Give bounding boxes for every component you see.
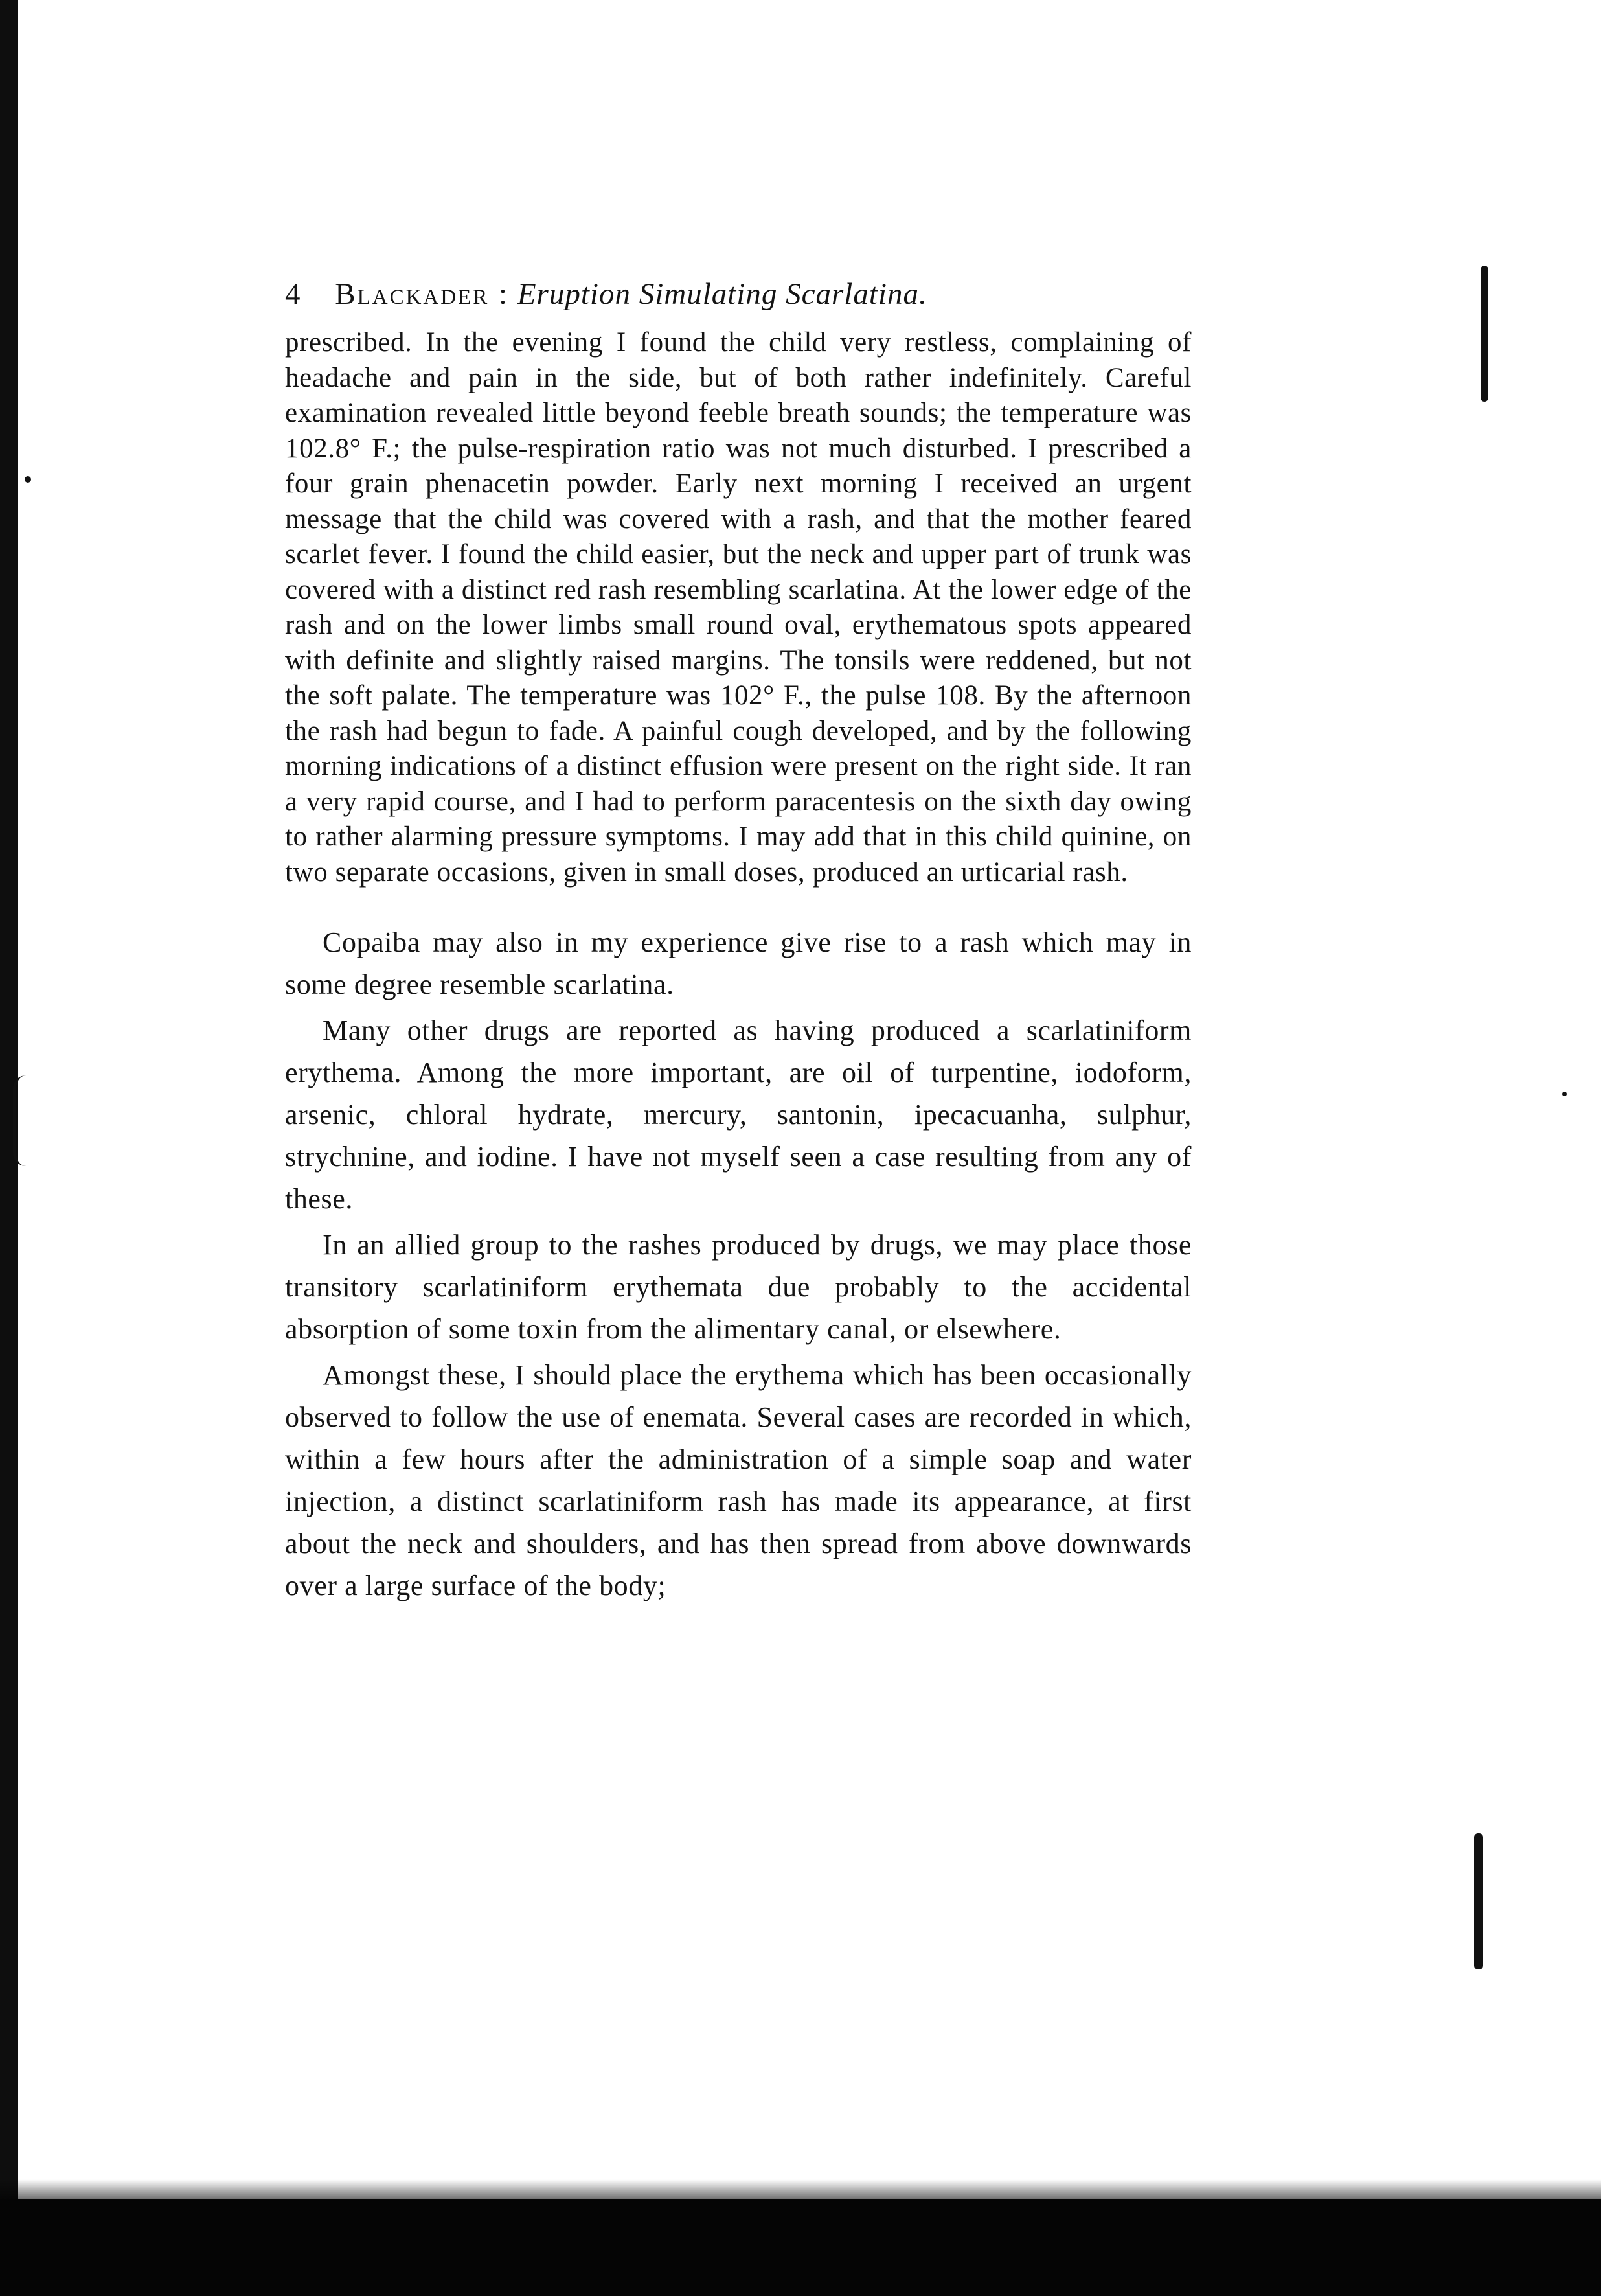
scan-bottom-edge — [0, 2199, 1601, 2296]
paragraph: Many other drugs are reported as having produced a scarlatiniform erythema. Among the more important, are oil of turpentine, iodoform, arsenic, chloral hydrate, mercury, santonin, ipecacuanha, sulphur, strychnine, and iodine. I have not myself seen a case resulting from any of these. — [285, 1015, 1192, 1215]
page-number: 4 — [285, 277, 301, 311]
running-head-title: Eruption Simulating Scarlatina. — [517, 277, 927, 311]
stray-mark — [13, 1075, 29, 1166]
running-head-author: Blackader : — [335, 277, 510, 311]
stray-dot — [25, 476, 31, 483]
paragraph: prescribed. In the evening I found the child very restless, complaining of headache and pain in the side, but of both rather indefinitely. Careful examination revealed little beyond feeble breath sounds; the temperature was 102.8° F.; the pulse-respiration ratio was not much disturbed. I prescribed a four grain phenacetin powder. Early next morning I received an urgent message that the child was covered with a rash, and that the mother feared scarlet fever. I found the child easier, but the neck and upper part of trunk was covered with a distinct red rash resembling scarlatina. At the lower edge of the rash and on the lower limbs small round oval, erythematous spots appeared with definite and slightly raised margins. The tonsils were reddened, but not the soft palate. The temperature was 102° F., the pulse 108. By the afternoon the rash had begun to fade. A painful cough developed, and by the following morning indications of a distinct effusion were present on the right side. It ran a very rapid course, and I had to perform paracentesis on the sixth day owing to rather alarming pressure symptoms. I may add that in this child quinine, on two separate occasions, given in small doses, produced an urticarial rash. — [285, 327, 1192, 888]
running-head — [285, 272, 1192, 316]
book-page — [285, 272, 1192, 1607]
binding-mark-top — [1481, 266, 1488, 402]
binding-mark-bottom — [1474, 1833, 1483, 1969]
paragraph: Copaiba may also in my experience give rise to a rash which may in some degree resemble scarlatina. — [285, 926, 1192, 1000]
paragraph: Amongst these, I should place the erythema which has been occasionally observed to follow the use of enemata. Several cases are recorded in which, within a few hours after the administration of a simple soap and water injection, a distinct scarlatiniform rash has made its appearance, at first about the neck and shoulders, and has then spread from above downwards over a large surface of the body; — [285, 1359, 1192, 1601]
stray-dot — [1562, 1092, 1567, 1096]
paragraph: In an allied group to the rashes produced by drugs, we may place those transitory scarlatiniform erythemata due probably to the accidental absorption of some toxin from the alimentary canal, or elsewhere. — [285, 1229, 1192, 1345]
scan-bottom-shadow — [0, 2179, 1601, 2199]
